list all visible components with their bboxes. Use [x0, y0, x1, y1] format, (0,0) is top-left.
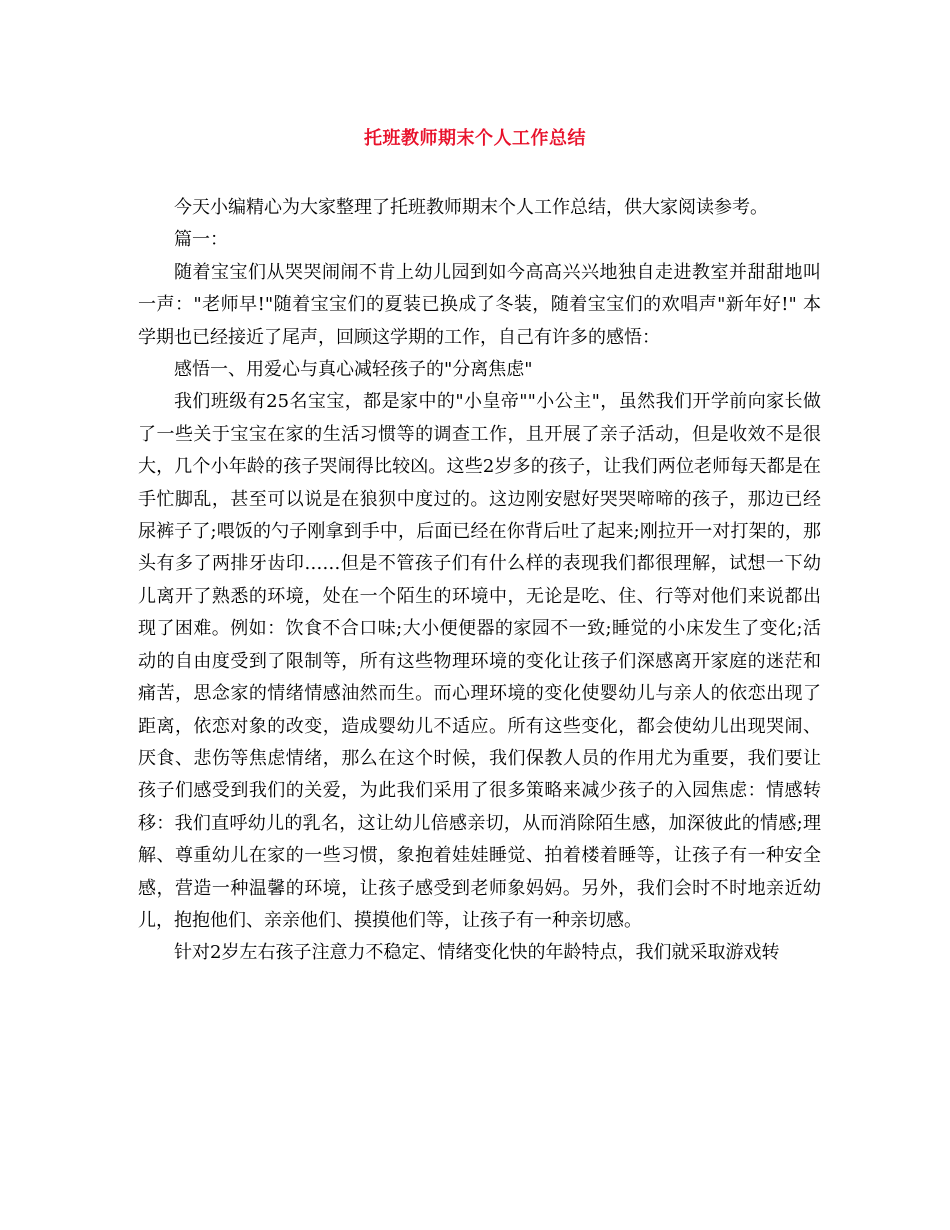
- document-body: [138, 192, 821, 970]
- section-heading: 篇一：: [174, 229, 228, 251]
- subsection-heading: 感悟一、用爱心与真心减轻孩子的"分离焦虑": [174, 359, 533, 381]
- intro-paragraph: 今天小编精心为大家整理了托班教师期末个人工作总结，供大家阅读参考。: [174, 197, 768, 218]
- body-paragraph: 针对2岁左右孩子注意力不稳定、情绪变化快的年龄特点，我们就采取游戏转: [174, 942, 780, 964]
- body-paragraph: 我们班级有25名宝宝，都是家中的"小皇帝""小公主"，虽然我们开学前向家长做了一些关于宝宝在家的生活习惯等的调查工作，且开展了亲子活动，但是收效不是很大，几个小年龄的孩子哭闹得比较凶。这些2岁多的孩子，让我们两位老师每天都是在手忙脚乱，甚至可以说是在狼狈中度过的。这边刚安慰好哭哭啼啼的孩子，那边已经尿裤子了;喂饭的勺子刚拿到手中，后面已经在你背后吐了起来;刚拉开一对打架的，那头有多了两排牙齿印……但是不管孩子们有什么样的表现我们都很理解，试想一下幼儿离开了熟悉的环境，处在一个陌生的环境中，无论是吃、住、行等对他们来说都出现了困难。例如：饮食不合口味;大小便便器的家园不一致;睡觉的小床发生了变化;活动的自由度受到了限制等，所有这些物理环境的变化让孩子们深感离开家庭的迷茫和痛苦，思念家的情绪情感油然而生。而心理环境的变化使婴幼儿与亲人的依恋出现了距离，依恋对象的改变，造成婴幼儿不适应。所有这些变化，都会使幼儿出现哭闹、厌食、悲伤等焦虑情绪，那么在这个时候，我们保教人员的作用尤为重要，我们要让孩子们感受到我们的关爱，为此我们采用了很多策略来减少孩子的入园焦虑：情感转移：我们直呼幼儿的乳名，这让幼儿倍感亲切，从而消除陌生感，加深彼此的情感;理解、尊重幼儿在家的一些习惯，象抱着娃娃睡觉、拍着楼着睡等，让孩子有一种安全感，营造一种温馨的环境，让孩子感受到老师象妈妈。另外，我们会时不时地亲近幼儿，抱抱他们、亲亲他们、摸摸他们等，让孩子有一种亲切感。: [138, 391, 821, 931]
- body-paragraph: 随着宝宝们从哭哭闹闹不肯上幼儿园到如今高高兴兴地独自走进教室并甜甜地叫一声："老师早!"随着宝宝们的夏装已换成了冬装，随着宝宝们的欢唱声"新年好!" 本学期也已经接近了尾声，回顾这学期的工作，自己有许多的感悟：: [138, 261, 821, 348]
- document-title: 托班教师期末个人工作总结: [364, 128, 586, 149]
